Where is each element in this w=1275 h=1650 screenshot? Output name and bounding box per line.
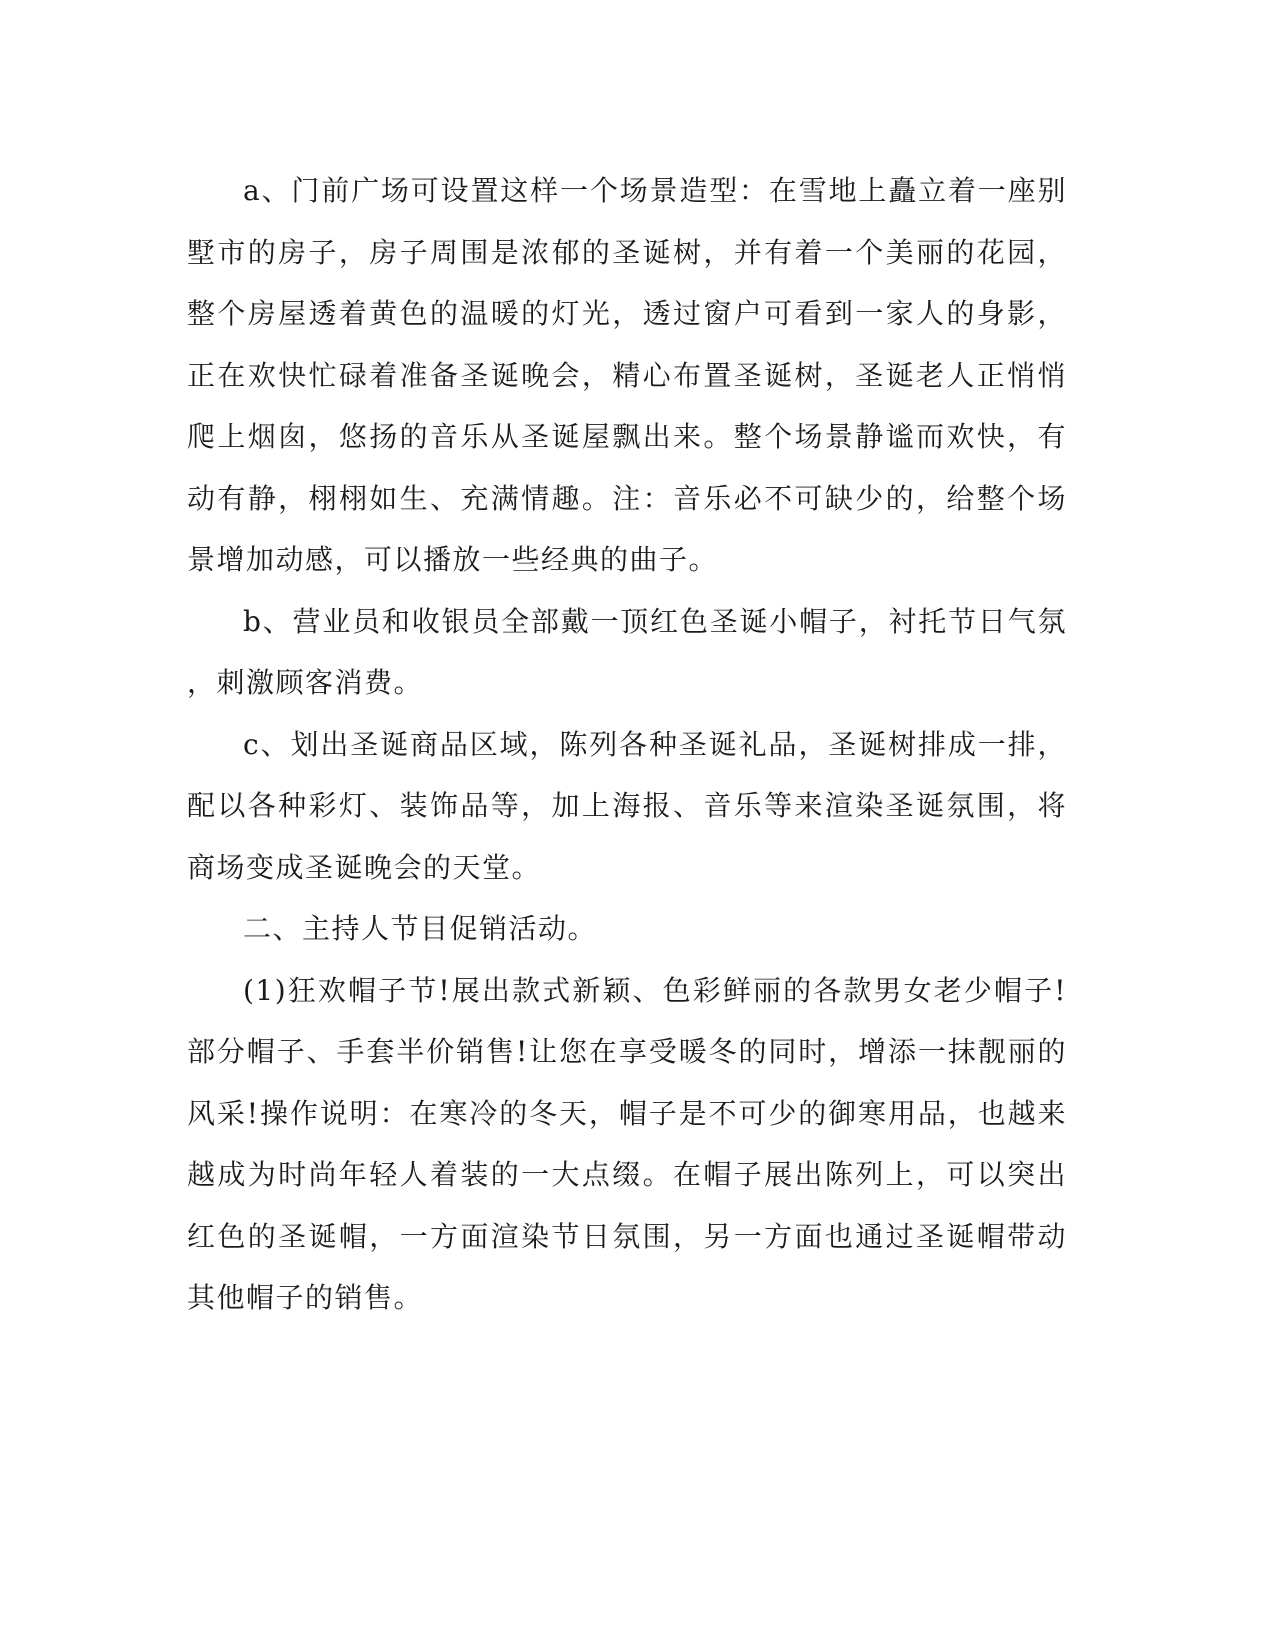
paragraph-hat-festival: (1)狂欢帽子节!展出款式新颖、色彩鲜丽的各款男女老少帽子!部分帽子、手套半价销售!让您在享受暖冬的同时，增添一抹靓丽的风采!操作说明：在寒冷的冬天，帽子是不可少的御寒用品，也越来越成为时尚年轻人着装的一大点缀。在帽子展出陈列上，可以突出红色的圣诞帽，一方面渲染节日氛围，另一方面也通过圣诞帽带动其他帽子的销售。: [187, 973, 1067, 1314]
section-heading-host-promotion: 二、主持人节目促销活动。: [243, 912, 598, 945]
paragraph-b-staff-hats: b、营业员和收银员全部戴一顶红色圣诞小帽子，衬托节日气氛，刺激顾客消费。: [187, 604, 1067, 699]
paragraph-c-christmas-zone: c、划出圣诞商品区域，陈列各种圣诞礼品，圣诞树排成一排，配以各种彩灯、装饰品等，加上海报、音乐等来渲染圣诞氛围，将商场变成圣诞晚会的天堂。: [187, 727, 1067, 884]
paragraph-a-plaza-scene: a、门前广场可设置这样一个场景造型：在雪地上矗立着一座别墅市的房子，房子周围是浓郁的圣诞树，并有着一个美丽的花园，整个房屋透着黄色的温暖的灯光，透过窗户可看到一家人的身影，正在欢快忙碌着准备圣诞晚会，精心布置圣诞树，圣诞老人正悄悄爬上烟囱，悠扬的音乐从圣诞屋飘出来。整个场景静谧而欢快，有动有静，栩栩如生、充满情趣。注：音乐必不可缺少的，给整个场景增加动感，可以播放一些经典的曲子。: [187, 174, 1067, 576]
document-body: [187, 160, 1067, 1329]
